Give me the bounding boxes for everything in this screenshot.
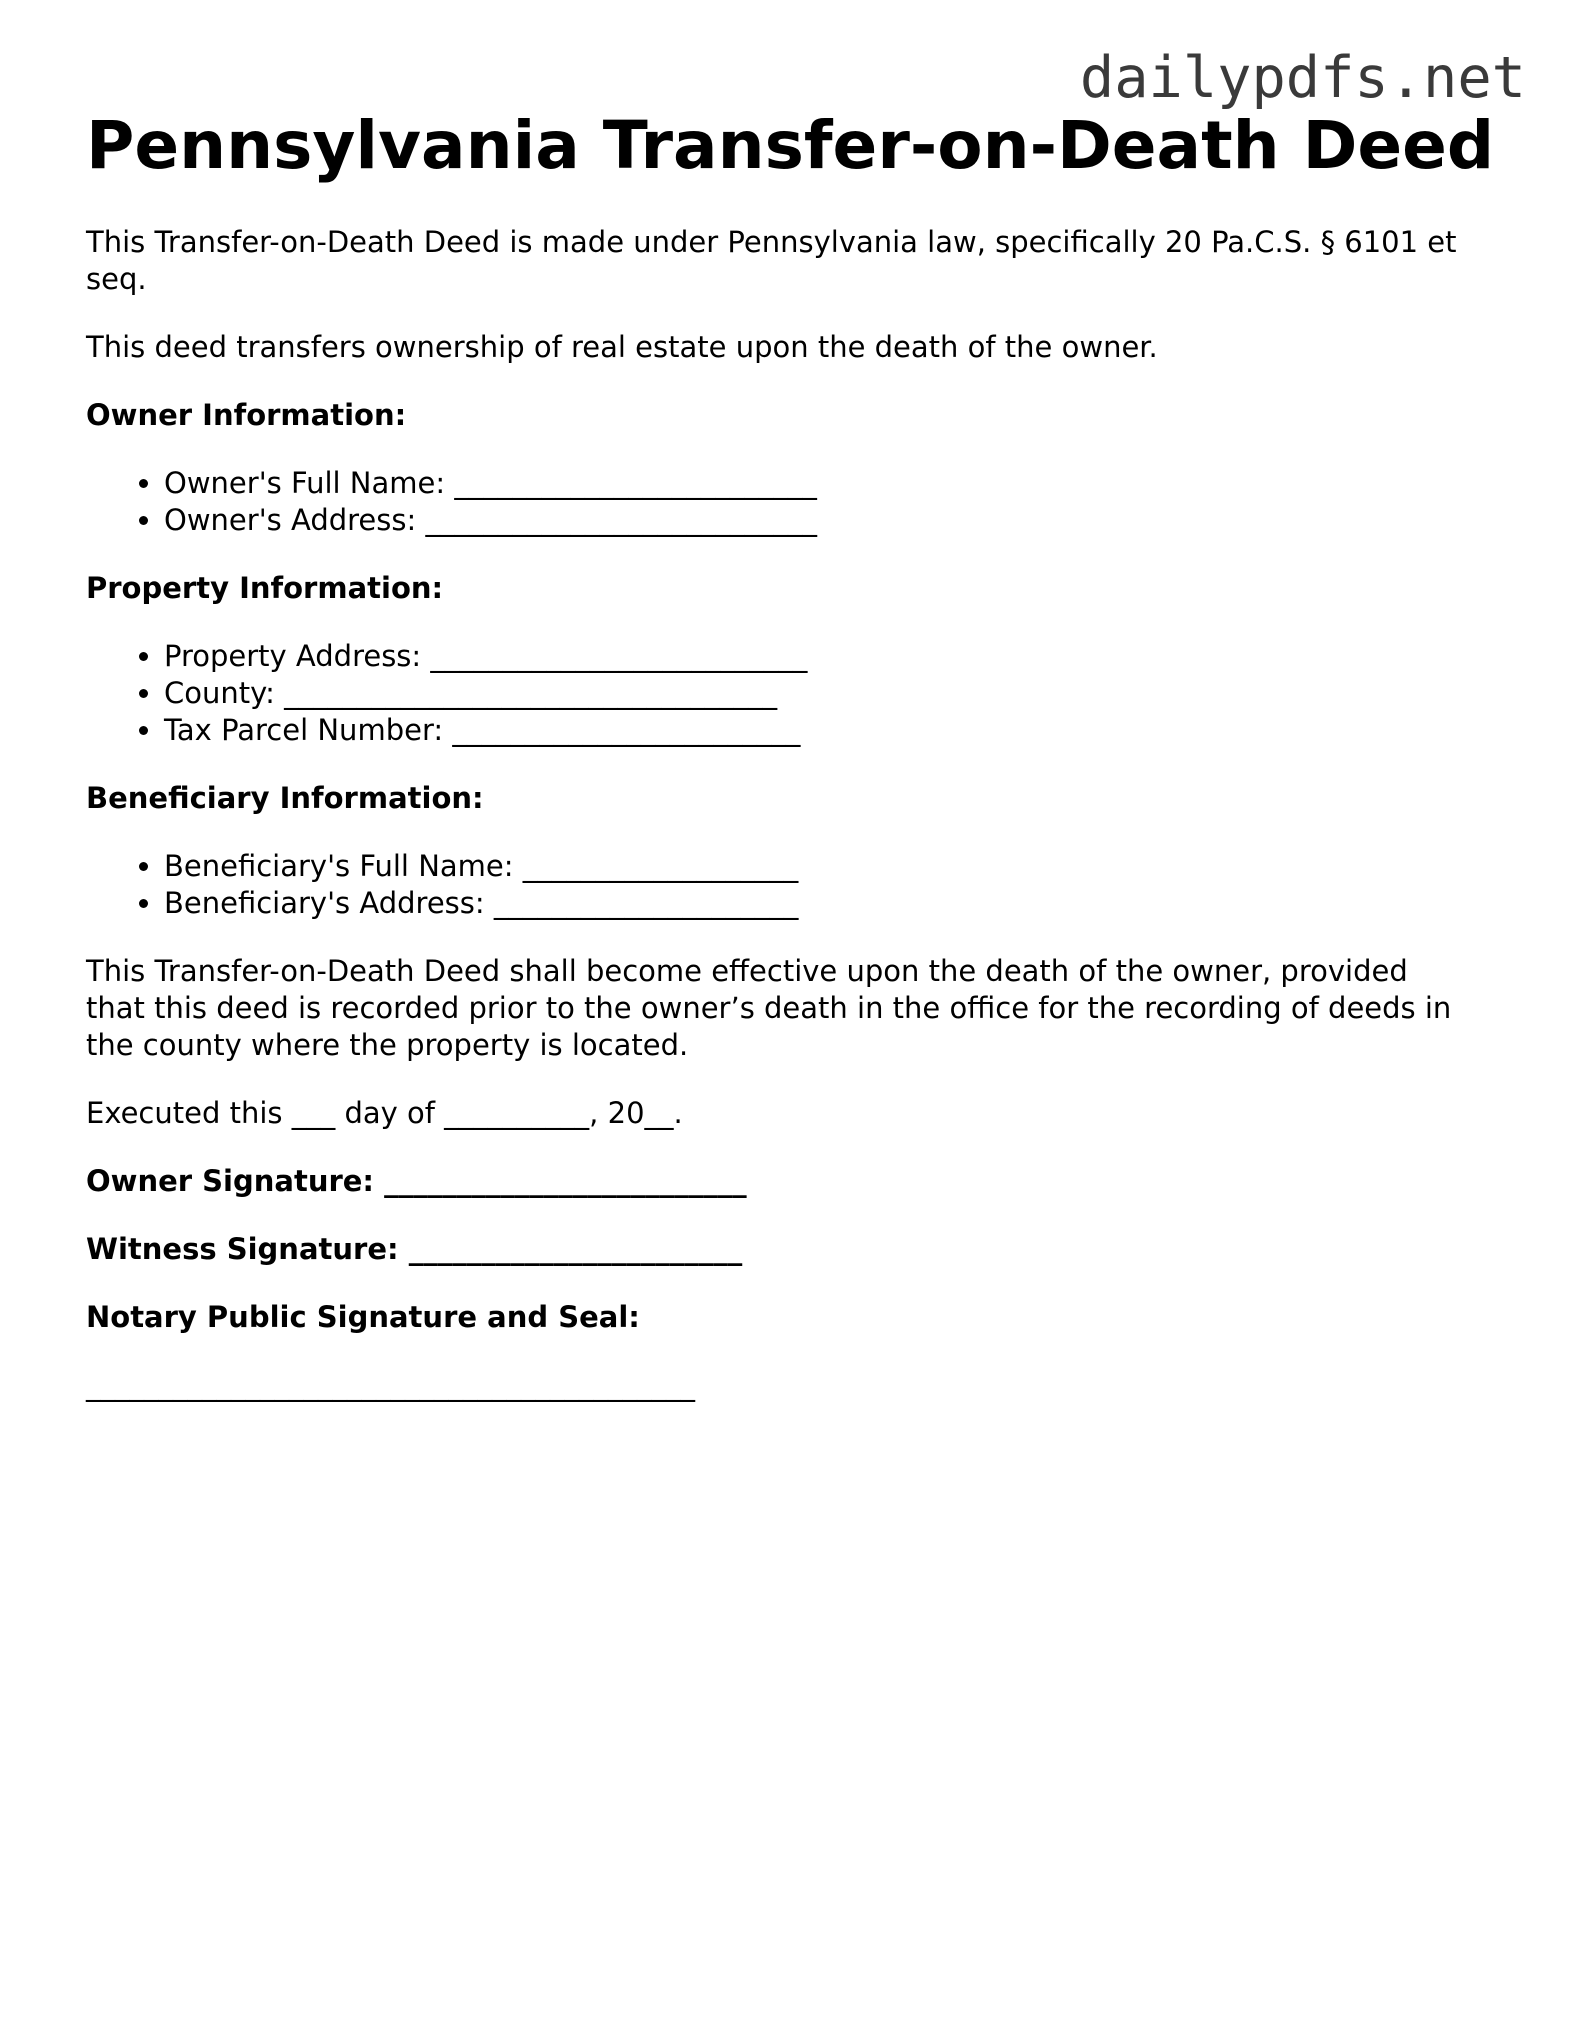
witness-signature-line: Witness Signature: _______________________ xyxy=(86,1232,743,1266)
notary-label: Notary Public Signature and Seal: xyxy=(86,1300,640,1334)
list-item-property-address: • Property Address: __________________________ xyxy=(164,638,1466,675)
owner-signature-line: Owner Signature: _________________________ xyxy=(86,1164,747,1198)
list-item-owner-address: • Owner's Address: ___________________________ xyxy=(164,502,1466,539)
list-item-beneficiary-name: • Beneficiary's Full Name: ___________________ xyxy=(164,848,1466,885)
beneficiary-information-heading: Beneficiary Information: xyxy=(86,781,484,815)
property-information-heading: Property Information: xyxy=(86,571,444,605)
owner-information-list xyxy=(86,465,1466,539)
executed-date-line: Executed this ___ day of __________, 20__. xyxy=(86,1096,683,1130)
owner-information-heading: Owner Information: xyxy=(86,398,407,432)
notary-signature-line: __________________________________________ xyxy=(86,1368,695,1402)
intro-paragraph: This Transfer-on-Death Deed is made under Pennsylvania law, specifically 20 Pa.C.S. § 6101 et seq. xyxy=(86,225,1457,296)
property-information-list xyxy=(86,638,1466,749)
list-item-county: • County: __________________________________ xyxy=(164,675,1466,712)
document-title: Pennsylvania Transfer-on-Death Deed xyxy=(86,107,1495,184)
effective-clause: This Transfer-on-Death Deed shall become effective upon the death of the owner, provided that this deed is recorded prior to the owner’s death in the office for the recording of deeds in the county where the property is located. xyxy=(86,954,1452,1062)
list-item-beneficiary-address: • Beneficiary's Address: _____________________ xyxy=(164,885,1466,922)
beneficiary-information-list xyxy=(86,848,1466,922)
watermark-text: dailypdfs.net xyxy=(1079,45,1526,111)
list-item-owner-name: • Owner's Full Name: _________________________ xyxy=(164,465,1466,502)
list-item-tax-parcel: • Tax Parcel Number: ________________________ xyxy=(164,712,1466,749)
document-body xyxy=(86,224,1466,1404)
intro-paragraph-2: This deed transfers ownership of real estate upon the death of the owner. xyxy=(86,330,1158,364)
